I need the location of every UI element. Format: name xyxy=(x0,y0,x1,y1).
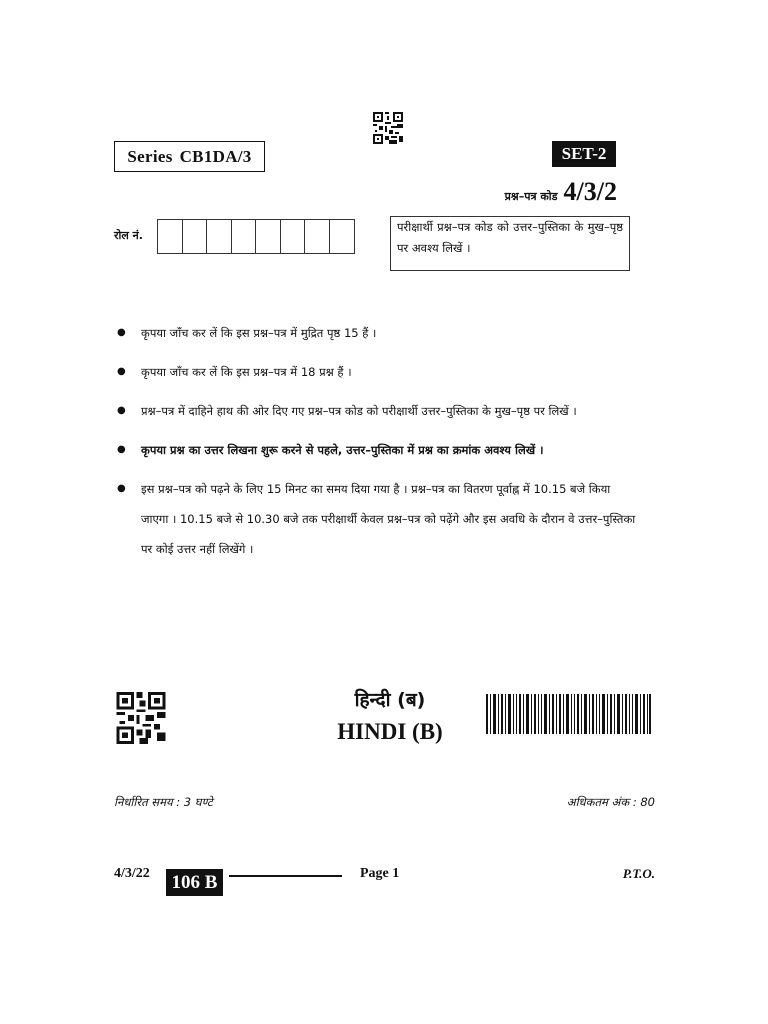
roll-number-cell[interactable] xyxy=(305,220,330,253)
qr-code-large-icon xyxy=(116,692,166,744)
instruction-item: ● कृपया जाँच कर लें कि इस प्रश्न–पत्र में 18 प्रश्न हैं । xyxy=(117,357,637,387)
instruction-item: ● इस प्रश्न–पत्र को पढ़ने के लिए 15 मिनट का समय दिया गया है । प्रश्न–पत्र का वितरण पूर्वाह्न में 10.15 बजे किया जाएगा । 10.15 बजे से 10.30 बजे तक परीक्षार्थी केवल प्रश्न–पत्र को पढ़ेंगे और इस अवधि के दौरान वे उत्तर–पुस्तिका पर कोई उत्तर नहीं लिखेंगे । xyxy=(117,474,637,564)
pto-label: P.T.O. xyxy=(622,866,655,881)
instruction-item: ● प्रश्न–पत्र में दाहिने हाथ की ओर दिए गए प्रश्न–पत्र कोड को परीक्षार्थी उत्तर–पुस्तिका के मुख–पृष्ठ पर लिखें । xyxy=(117,396,637,426)
roll-number-label: रोल नं. xyxy=(114,229,143,242)
roll-number-cell[interactable] xyxy=(232,220,257,253)
footer-code: 4/3/22 xyxy=(114,866,150,881)
set-badge: SET-2 xyxy=(552,141,616,167)
qr-code-small-icon xyxy=(373,112,403,144)
instructions-list xyxy=(117,318,637,573)
footer-badge: 106 B xyxy=(166,869,223,896)
subject-english: HINDI (B) xyxy=(337,719,443,744)
footer-divider xyxy=(229,875,342,877)
series-box xyxy=(114,141,265,172)
code-label: प्रश्न–पत्र कोड xyxy=(504,190,558,203)
instruction-item: ● कृपया प्रश्न का उत्तर लिखना शुरू करने से पहले, उत्तर–पुस्तिका में प्रश्न का क्रमांक अवश्य लिखें । xyxy=(117,435,637,465)
subject-title xyxy=(300,685,480,749)
roll-number-boxes[interactable] xyxy=(157,219,355,254)
candidate-note: परीक्षार्थी प्रश्न–पत्र कोड को उत्तर–पुस्तिका के मुख–पृष्ठ पर अवश्य लिखें । xyxy=(390,216,630,271)
maximum-marks: अधिकतम अंक : 80 xyxy=(566,795,655,809)
question-paper-code xyxy=(505,177,617,207)
barcode-icon xyxy=(486,694,651,734)
roll-number-cell[interactable] xyxy=(183,220,208,253)
roll-number-cell[interactable] xyxy=(330,220,355,253)
page-number: Page 1 xyxy=(360,866,400,881)
series-label: Series xyxy=(127,146,173,166)
code-value: 4/3/2 xyxy=(563,177,617,206)
allotted-time: निर्धारित समय : 3 घण्टे xyxy=(114,795,213,809)
roll-number-cell[interactable] xyxy=(256,220,281,253)
series-code: CB1DA/3 xyxy=(179,146,252,166)
roll-number-cell[interactable] xyxy=(281,220,306,253)
roll-number-cell[interactable] xyxy=(158,220,183,253)
instruction-item: ● कृपया जाँच कर लें कि इस प्रश्न–पत्र में मुद्रित पृष्ठ 15 हैं । xyxy=(117,318,637,348)
subject-hindi: हिन्दी (ब) xyxy=(354,689,426,711)
roll-number-cell[interactable] xyxy=(207,220,232,253)
